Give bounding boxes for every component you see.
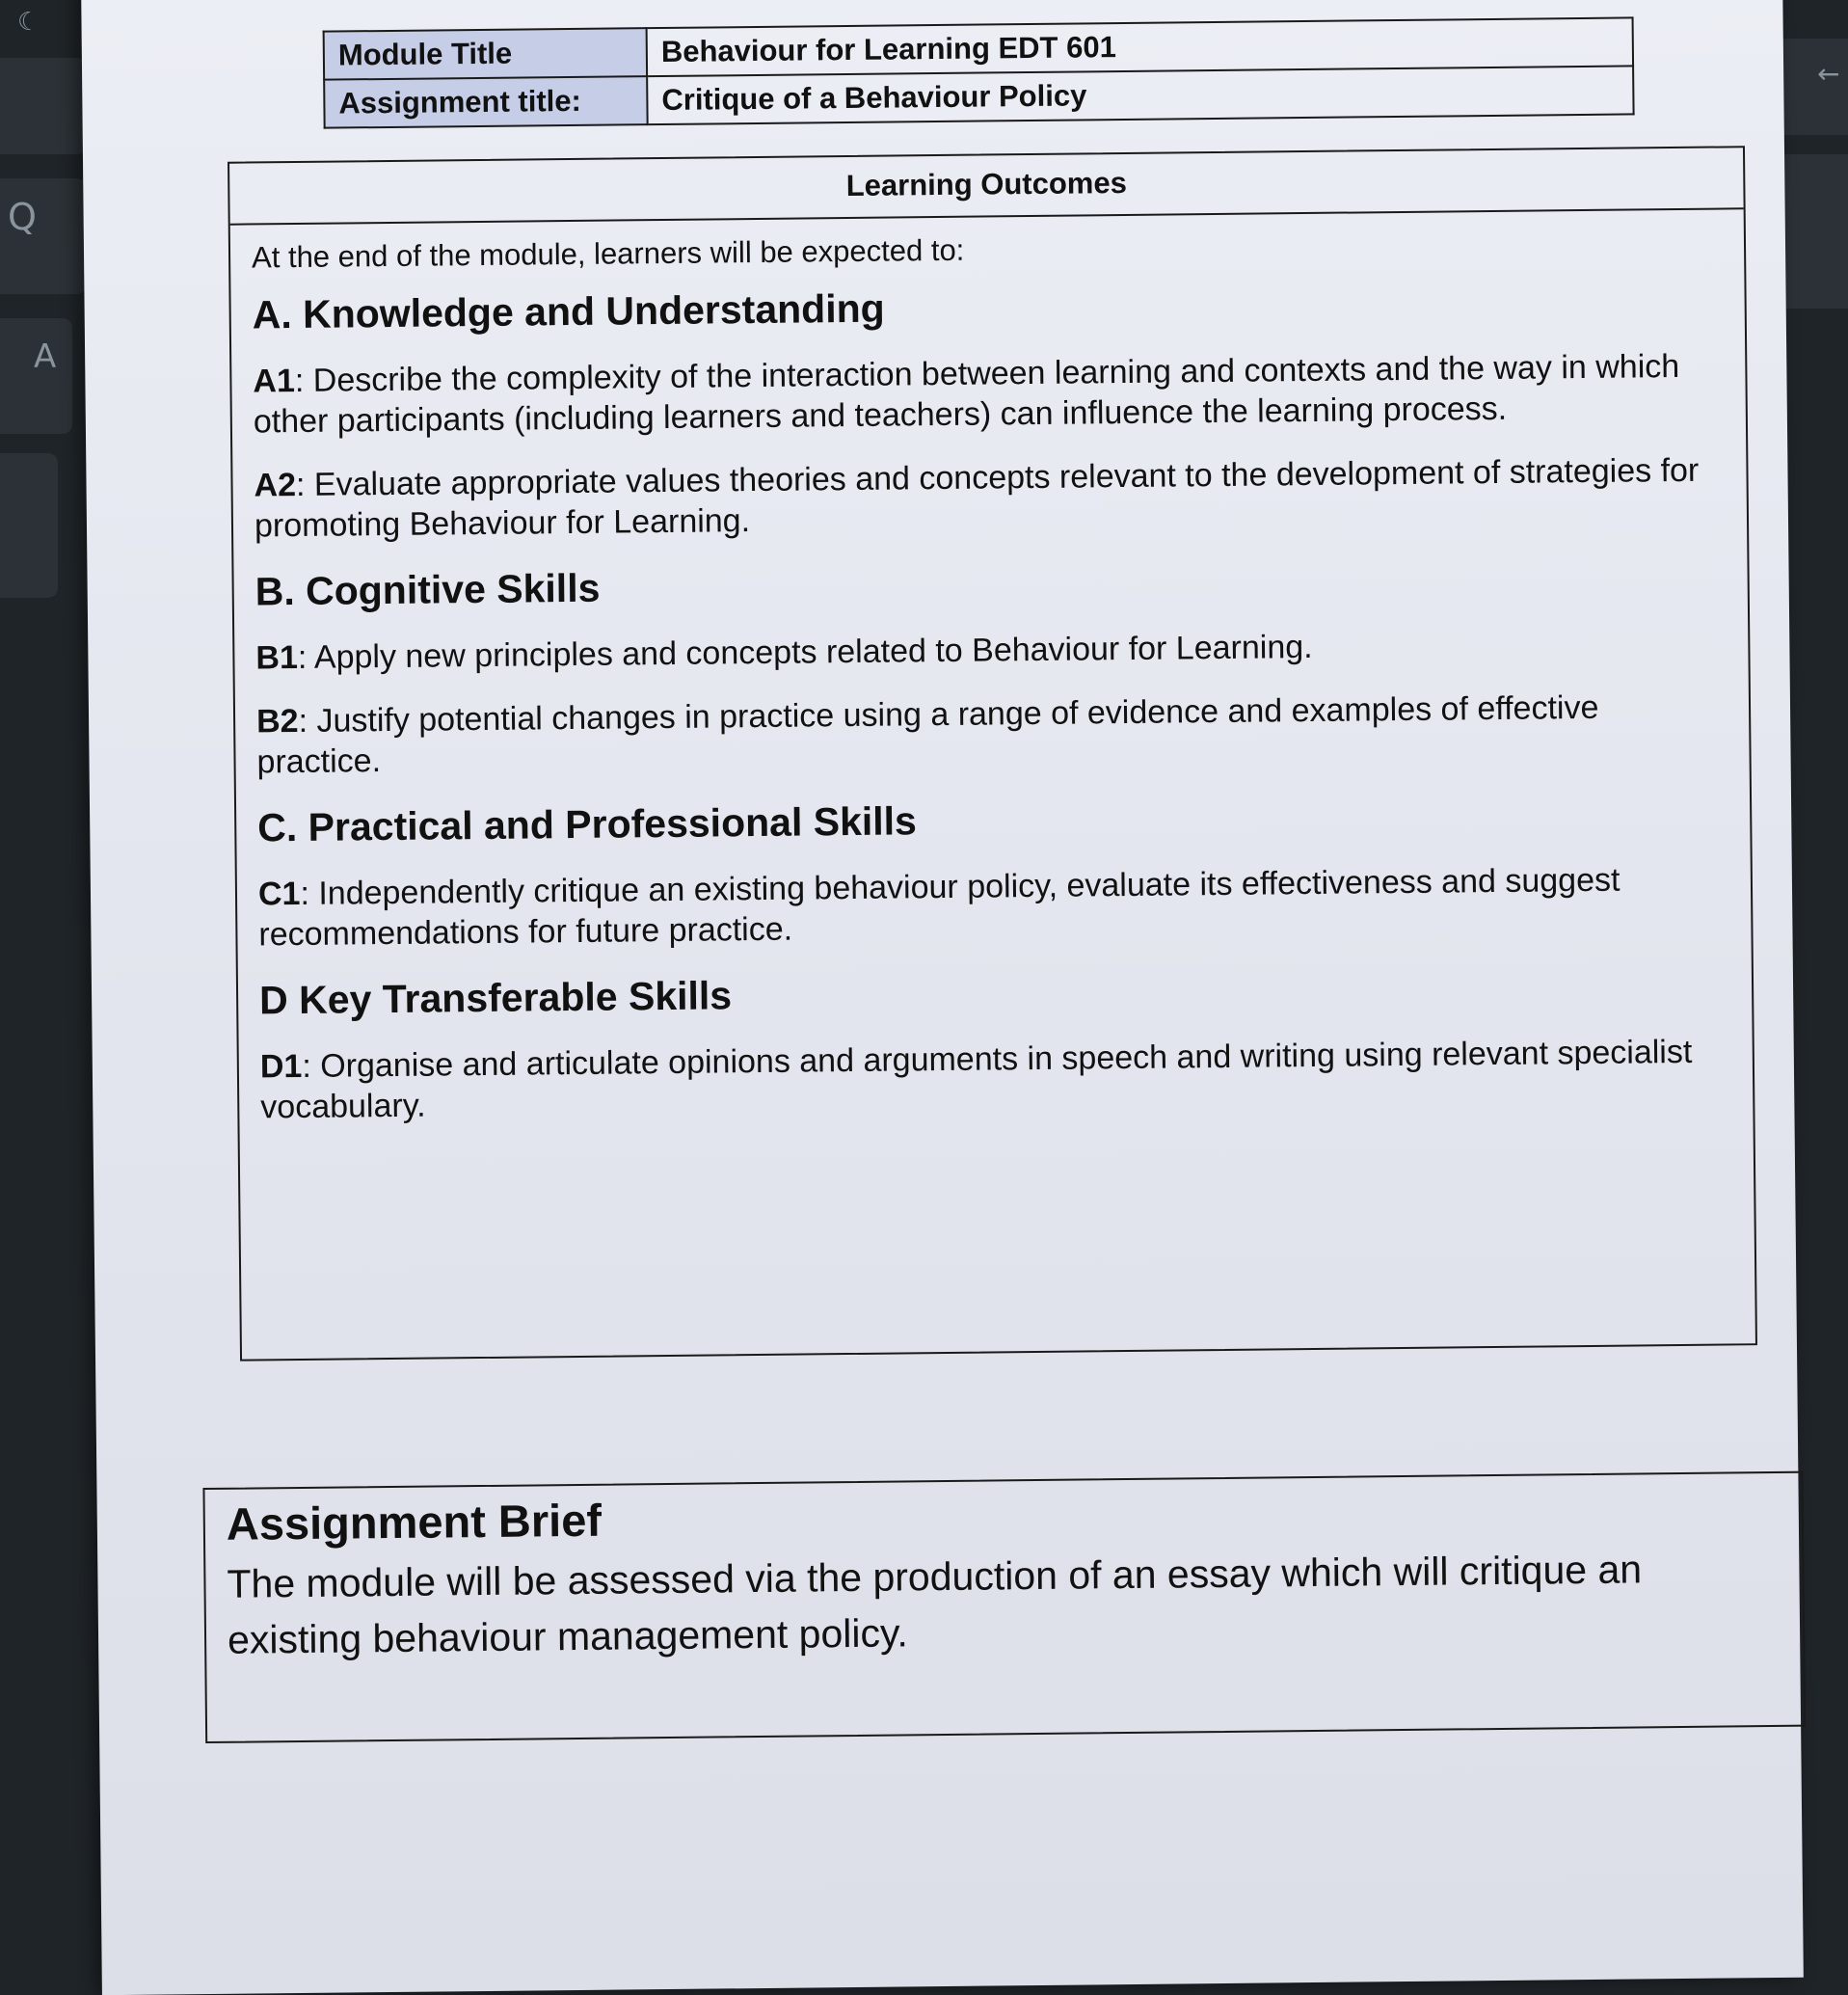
outcome-d1 [260,1031,1736,1127]
outcome-text: : Justify potential changes in practice using a range of evidence and examples of effective practice. [256,688,1599,781]
learning-outcomes-intro: At the end of the module, learners will be expected to: [251,232,965,275]
outcome-code: A2 [254,466,297,504]
outcome-a2 [254,449,1729,546]
section-title-transferable: D Key Transferable Skills [258,973,733,1023]
module-title-label: Module Title [324,28,648,80]
outcome-code: D1 [259,1047,303,1086]
section-title-knowledge: A. Knowledge and Understanding [252,285,885,337]
section-title-practical: C. Practical and Professional Skills [257,798,918,850]
outcome-code: B1 [255,638,299,677]
outcome-b1 [255,622,1730,678]
learning-outcomes-body [230,209,1754,1127]
key-label-a: A [34,337,57,376]
module-info-table [323,16,1635,128]
outcome-code: B2 [255,702,299,741]
assignment-title-value: Critique of a Behaviour Policy [647,66,1633,124]
keyboard-key-q [0,178,87,294]
keyboard-key [0,453,58,598]
outcome-text: : Apply new principles and concepts related to Behaviour for Learning. [297,628,1313,676]
keyboard-key-a [0,318,72,434]
learning-outcomes-box [228,146,1757,1361]
outcome-b2 [256,686,1732,782]
assignment-brief-box [202,1471,1806,1743]
outcome-text: : Evaluate appropriate values theories and concepts relevant to the development of strategies for promoting Behaviour for Learning. [254,451,1700,545]
module-title-value: Behaviour for Learning EDT 601 [647,17,1633,76]
moon-icon: ☾ [17,8,40,37]
outcome-c1 [258,858,1734,955]
assignment-brief-text: The module will be assessed via the production of an essay which will critique an existing behaviour management policy. [227,1547,1643,1662]
outcome-text: : Organise and articulate opinions and arguments in speech and writing using relevant specialist vocabulary. [260,1033,1693,1126]
arrow-left-icon: ← [1817,58,1840,90]
learning-outcomes-heading: Learning Outcomes [229,148,1744,225]
outcome-code: C1 [257,875,301,913]
outcome-code: A1 [253,362,296,400]
document-page [81,0,1804,1995]
outcome-a1 [253,345,1728,442]
assignment-title-label: Assignment title: [324,76,648,128]
section-title-cognitive: B. Cognitive Skills [254,565,601,614]
outcome-text: : Independently critique an existing behaviour policy, evaluate its effectiveness and suggest recommendations for future practice. [258,861,1620,954]
keyboard-key [0,58,87,154]
assignment-brief-title: Assignment Brief [226,1494,603,1550]
key-label-q: Q [8,196,37,238]
outcome-text: : Describe the complexity of the interaction between learning and contexts and the way in which other participants (including learners and teachers) can influence the learning process. [253,347,1680,441]
